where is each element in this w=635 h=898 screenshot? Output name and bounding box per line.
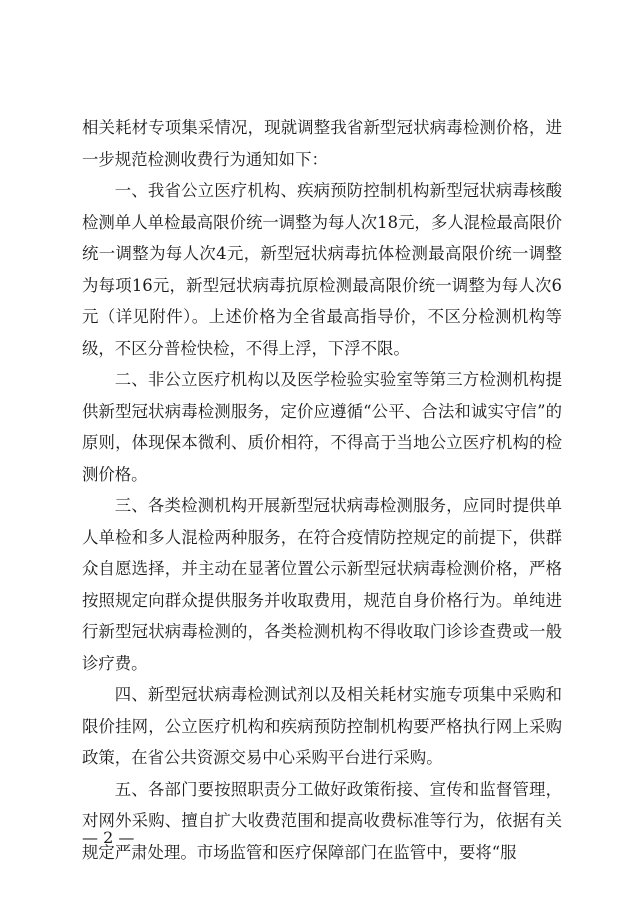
- paragraph-item-1-pricing: 一、我省公立医疗机构、疾病预防控制机构新型冠状病毒核酸检测单人单检最高限价统一调整为每人次18元，多人混检最高限价统一调整为每人次4元，新型冠状病毒抗体检测最高限价统一调整为每项16元，新型冠状病毒抗原检测最高限价统一调整为每人次6元（详见附件）。上述价格为全省最高指导价，不区分检测机构等级，不区分普检快检，不得上浮，下浮不限。: [82, 181, 562, 358]
- paragraph-item-5-supervision: 五、各部门要按照职责分工做好政策衔接、宣传和监督管理，对网外采购、擅自扩大收费范围和提高收费标准等行为，依据有关规定严肃处理。市场监管和医疗保障部门在监管中，要将“服: [82, 779, 562, 862]
- document-body: [82, 112, 562, 868]
- paragraph-item-2-private-institutions: 二、非公立医疗机构以及医学检验实验室等第三方检测机构提供新型冠状病毒检测服务，定价应遵循“公平、合法和诚实守信”的原则，体现保本微利、质价相符，不得高于当地公立医疗机构的检测价格。: [82, 370, 562, 484]
- paragraph-item-3-service-types: 三、各类检测机构开展新型冠状病毒检测服务，应同时提供单人单检和多人混检两种服务，在符合疫情防控规定的前提下，供群众自愿选择，并主动在显著位置公示新型冠状病毒检测价格，严格按照规定向群众提供服务并收取费用，规范自身价格行为。单纯进行新型冠状病毒检测的，各类检测机构不得收取门诊诊查费或一般诊疗费。: [82, 496, 562, 673]
- page-number: — 2 —: [82, 828, 135, 847]
- paragraph-item-4-procurement: 四、新型冠状病毒检测试剂以及相关耗材实施专项集中采购和限价挂网，公立医疗机构和疾病预防控制机构要严格执行网上采购政策，在省公共资源交易中心采购平台进行采购。: [82, 685, 562, 767]
- paragraph-intro-continued: 相关耗材专项集采情况，现就调整我省新型冠状病毒检测价格，进一步规范检测收费行为通知如下：: [82, 118, 562, 169]
